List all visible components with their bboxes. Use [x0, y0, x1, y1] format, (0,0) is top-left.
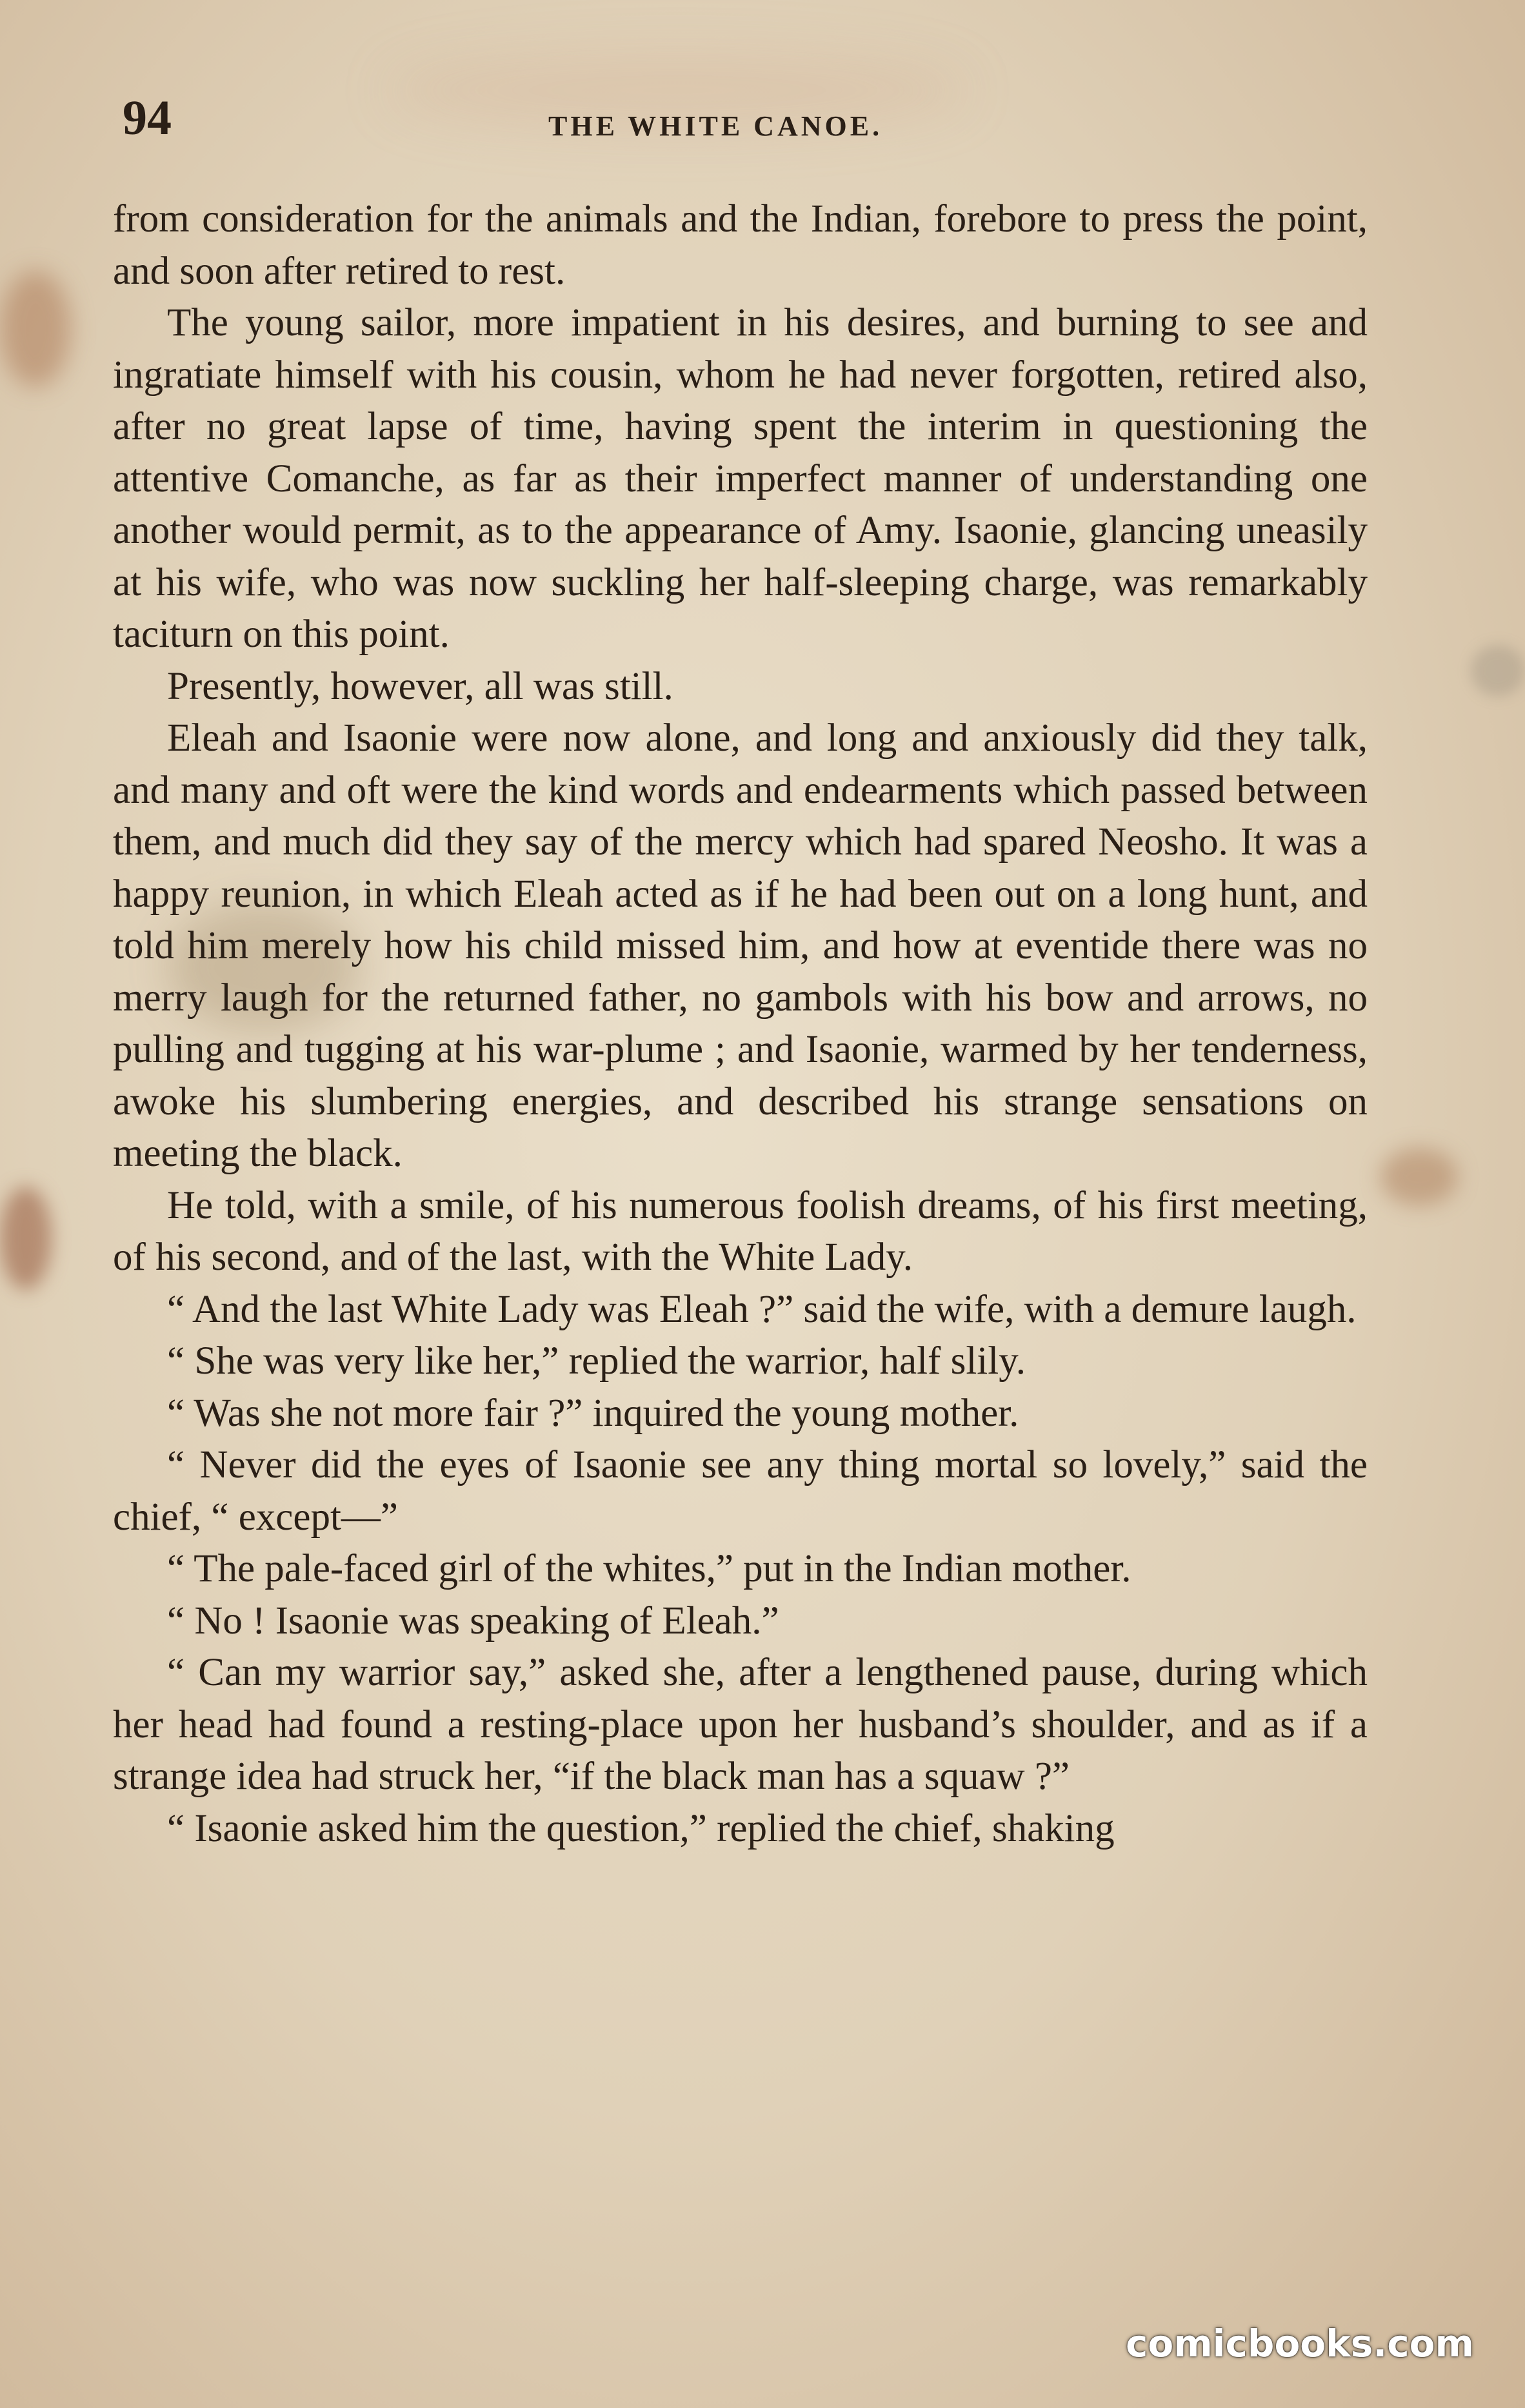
- page-header: [123, 90, 1374, 161]
- stain: [1471, 645, 1525, 696]
- paragraph: “ Can my warrior say,” asked she, after a lengthened pause, during which her head had found a resting-place upon her husband’s shoulder, and as if a strange idea had struck her, “if the black man has a squaw ?”: [113, 1651, 1368, 1798]
- stain: [0, 1187, 52, 1290]
- stain: [1380, 1148, 1458, 1206]
- paragraph: Presently, however, all was still.: [167, 664, 673, 708]
- paragraph: The young sailor, more impatient in his desires, and burning to see and ingratiate himself with his cousin, whom he had never forgotten, retired also, after no great lapse of time, having spent the interim in questioning the attentive Comanche, as far as their imperfect manner of understanding one another would permit, as to the appearance of Amy. Isaonie, glancing uneasily at his wife, who was now suckling her half-sleeping charge, was remarkably taciturn on this point.: [113, 301, 1368, 656]
- body-text: [113, 193, 1368, 1855]
- paragraph: “ Was she not more fair ?” inquired the young mother.: [167, 1391, 1019, 1435]
- paragraph: “ Isaonie asked him the question,” replied the chief, shaking: [167, 1806, 1115, 1850]
- paragraph: from consideration for the animals and the Indian, forebore to press the point, and soon after retired to rest.: [113, 197, 1368, 293]
- paragraph: “ She was very like her,” replied the warrior, half slily.: [167, 1339, 1026, 1383]
- paragraph: “ Never did the eyes of Isaonie see any thing mortal so lovely,” said the chief, “ except—”: [113, 1443, 1368, 1539]
- watermark: comicbooks.com: [1126, 2322, 1474, 2365]
- paragraph: “ And the last White Lady was Eleah ?” said the wife, with a demure laugh.: [167, 1287, 1357, 1331]
- paragraph: Eleah and Isaonie were now alone, and long and anxiously did they talk, and many and oft were the kind words and endearments which passed between them, and much did they say of the mercy which had spared Neosho. It was a happy reunion, in which Eleah acted as if he had been out on a long hunt, and told him merely how his child missed him, and how at eventide there was no merry laugh for the returned father, no gambols with his bow and arrows, no pulling and tugging at his war-plume ; and Isaonie, warmed by her tenderness, awoke his slumbering energies, and described his strange sensations on meeting the black.: [113, 716, 1368, 1175]
- paragraph: He told, with a smile, of his numerous foolish dreams, of his first meeting, of his second, and of the last, with the White Lady.: [113, 1183, 1368, 1279]
- running-title: THE WHITE CANOE.: [548, 110, 883, 142]
- stain: [0, 271, 71, 387]
- page-number: 94: [123, 91, 172, 145]
- paragraph: “ The pale-faced girl of the whites,” put in the Indian mother.: [167, 1547, 1131, 1590]
- paragraph: “ No ! Isaonie was speaking of Eleah.”: [167, 1599, 779, 1643]
